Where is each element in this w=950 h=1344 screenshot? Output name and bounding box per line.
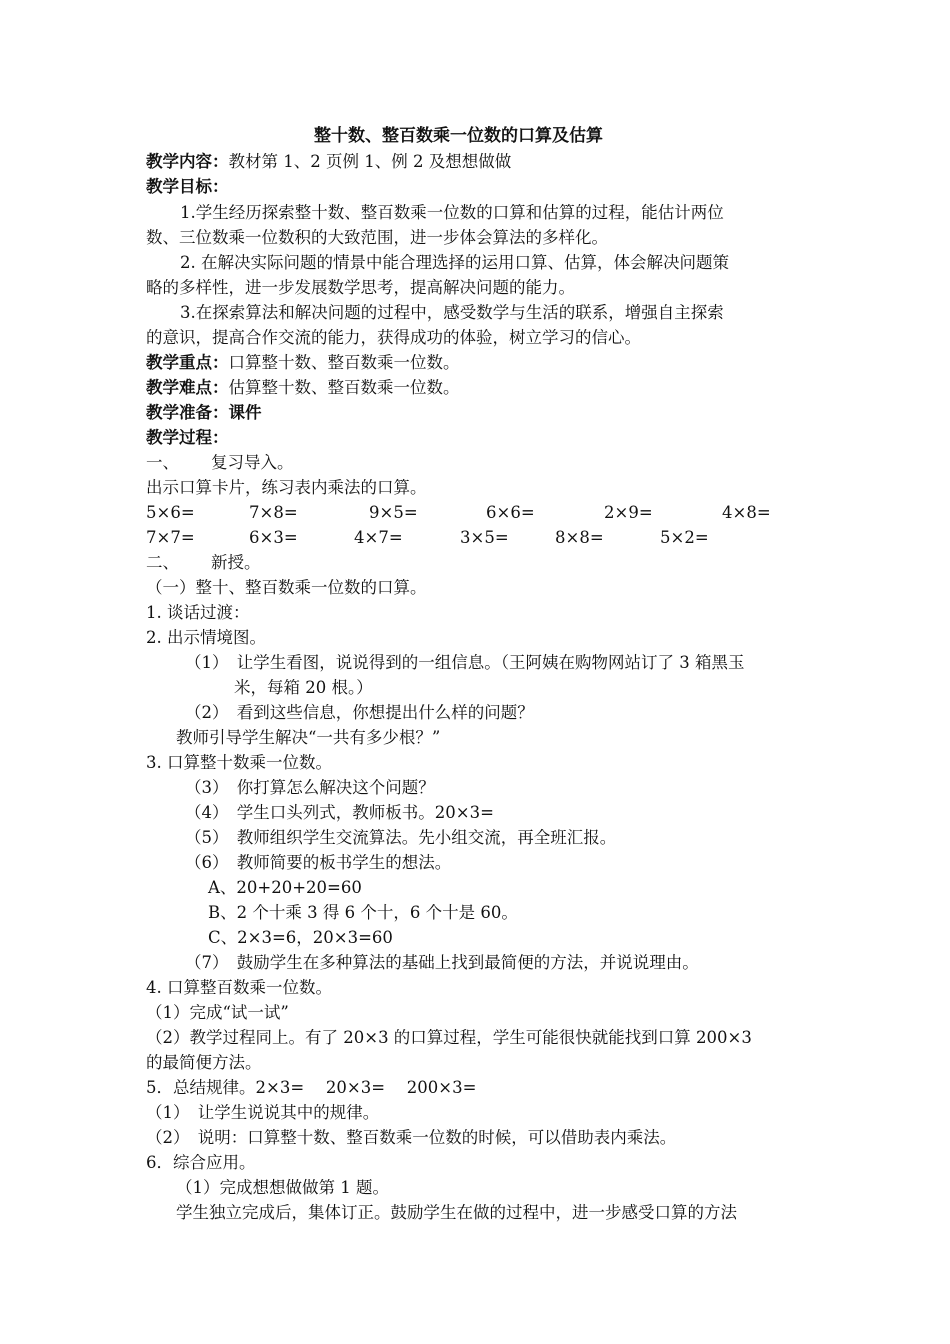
card-expression: 6×3= xyxy=(249,528,298,547)
objectives-label: 教学目标： xyxy=(146,177,229,196)
text-line: 6．综合应用。 xyxy=(146,1153,256,1172)
section2-number: 二、 xyxy=(146,553,179,572)
text-line: （2）教学过程同上。有了 20×3 的口算过程，学生可能很快就能找到口算 200×3 xyxy=(146,1028,752,1047)
text-line: A、20+20+20=60 xyxy=(208,878,362,897)
difficulty-line xyxy=(146,376,460,400)
card-expression: 2×9= xyxy=(604,503,653,522)
text-line: （2） 看到这些信息，你想提出什么样的问题？ xyxy=(185,703,534,722)
objective-line: 1.学生经历探索整十数、整百数乘一位数的口算和估算的过程，能估计两位 xyxy=(180,203,724,222)
text-line: （4） 学生口头列式，教师板书。20×3= xyxy=(185,803,494,822)
text-line: （5） 教师组织学生交流算法。先小组交流，再全班汇报。 xyxy=(185,828,617,847)
card-expression: 3×5= xyxy=(460,528,509,547)
preparation-line xyxy=(146,401,262,425)
objective-line: 数、三位数乘一位数积的大致范围，进一步体会算法的多样化。 xyxy=(146,228,608,247)
text-line: （1）完成“试一试” xyxy=(146,1003,289,1022)
text-line: C、2×3=6，20×3=60 xyxy=(208,928,393,947)
text-line: 教师引导学生解决“一共有多少根？” xyxy=(176,728,441,747)
text-line: （2） 说明：口算整十数、整百数乘一位数的时候，可以借助表内乘法。 xyxy=(146,1128,677,1147)
difficulty-text: 估算整十数、整百数乘一位数。 xyxy=(228,378,460,397)
key-point-text: 口算整十数、整百数乘一位数。 xyxy=(228,353,460,372)
card-expression: 6×6= xyxy=(486,503,535,522)
card-expression: 7×7= xyxy=(146,528,195,547)
content-line xyxy=(146,150,511,174)
card-expression: 4×8= xyxy=(722,503,771,522)
content-text: 教材第 1、2 页例 1、例 2 及想想做做 xyxy=(228,152,512,171)
text-line: 3. 口算整十数乘一位数。 xyxy=(146,753,332,772)
text-line: 5．总结规律。2×3= 20×3= 200×3= xyxy=(146,1078,477,1097)
difficulty-label: 教学难点： xyxy=(146,378,229,397)
key-point-label: 教学重点： xyxy=(146,353,229,372)
preparation-label: 教学准备： xyxy=(146,403,229,422)
section2-title: 新授。 xyxy=(211,553,261,572)
card-expression: 4×7= xyxy=(354,528,403,547)
text-line: 1. 谈话过渡： xyxy=(146,603,250,622)
section1-number: 一、 xyxy=(146,453,179,472)
objective-line: 3.在探索算法和解决问题的过程中，感受数学与生活的联系，增强自主探索 xyxy=(180,303,724,322)
text-line: B、2 个十乘 3 得 6 个十，6 个十是 60。 xyxy=(208,903,518,922)
card-expression: 7×8= xyxy=(249,503,298,522)
text-line: （1） 让学生看图，说说得到的一组信息。（王阿姨在购物网站订了 3 箱黑玉 xyxy=(185,653,745,672)
section1-intro: 出示口算卡片，练习表内乘法的口算。 xyxy=(146,478,427,497)
page-title: 整十数、整百数乘一位数的口算及估算 xyxy=(314,126,603,146)
text-line: 米，每箱 20 根。） xyxy=(234,678,373,697)
text-line: 2. 出示情境图。 xyxy=(146,628,266,647)
objective-line: 的意识，提高合作交流的能力，获得成功的体验，树立学习的信心。 xyxy=(146,328,641,347)
text-line: 学生独立完成后，集体订正。鼓励学生在做的过程中，进一步感受口算的方法 xyxy=(176,1203,737,1222)
card-expression: 5×6= xyxy=(146,503,195,522)
card-expression: 8×8= xyxy=(555,528,604,547)
card-expression: 5×2= xyxy=(660,528,709,547)
text-line: （3） 你打算怎么解决这个问题？ xyxy=(185,778,435,797)
section1-title: 复习导入。 xyxy=(211,453,294,472)
key-point-line xyxy=(146,351,460,375)
text-line: （7） 鼓励学生在多种算法的基础上找到最简便的方法，并说说理由。 xyxy=(185,953,699,972)
process-label: 教学过程： xyxy=(146,428,229,447)
objective-line: 2. 在解决实际问题的情景中能合理选择的运用口算、估算，体会解决问题策 xyxy=(180,253,729,272)
content-label: 教学内容： xyxy=(146,152,229,171)
preparation-text: 课件 xyxy=(228,403,262,422)
objective-line: 略的多样性，进一步发展数学思考，提高解决问题的能力。 xyxy=(146,278,575,297)
text-line: 4. 口算整百数乘一位数。 xyxy=(146,978,332,997)
text-line: （一）整十、整百数乘一位数的口算。 xyxy=(146,578,427,597)
text-line: （1） 让学生说说其中的规律。 xyxy=(146,1103,380,1122)
text-line: 的最简便方法。 xyxy=(146,1053,262,1072)
text-line: （6） 教师简要的板书学生的想法。 xyxy=(185,853,452,872)
card-expression: 9×5= xyxy=(369,503,418,522)
text-line: （1）完成想想做做第 1 题。 xyxy=(176,1178,389,1197)
